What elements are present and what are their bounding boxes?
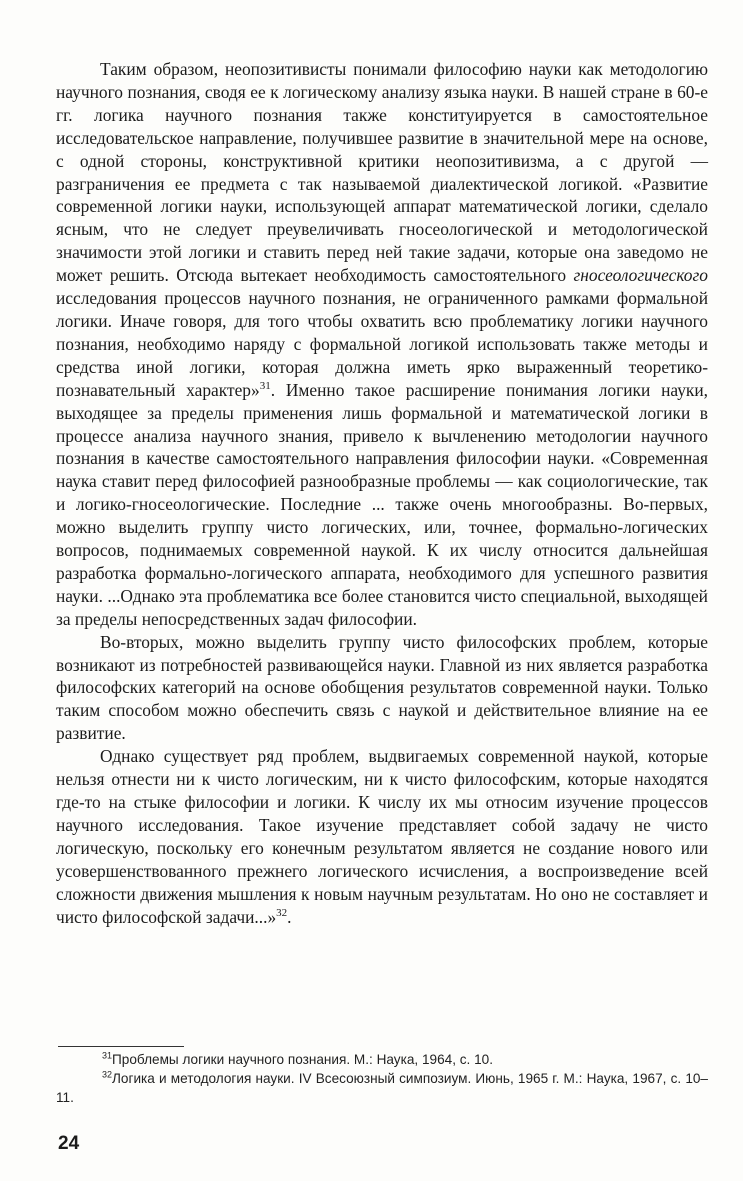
text-run: Во-вторых, можно выделить группу чисто философских проблем, которые возникают из потребностей развивающейся науки. Главной из них является разработка философских категорий на основе обобщения результатов современной науки. Только таким способом можно обеспечить связь с наукой и действительное влияние на ее развитие. — [56, 631, 708, 744]
paragraph — [56, 58, 708, 631]
text-run: . — [287, 906, 292, 927]
italic-term: гносеологического — [573, 265, 708, 286]
footnote — [56, 1069, 708, 1107]
footnote-ref: 31 — [259, 379, 271, 392]
footnotes — [56, 1050, 708, 1107]
text-run: Однако существует ряд проблем, выдвигаемых современной наукой, которые нельзя отнести ни к чисто логическим, ни к чисто философским, которые находятся где-то на стыке философии и логики. К числу их мы относим изучение процессов научного исследования. Такое изучение представляет собой задачу не чисто логическую, поскольку его конечным результатом является не создание нового или усовершенствованного прежнего логического исчисления, а воспроизведение всей сложности движения мышления к новым научным результатам. Но оно не составляет и чисто философской задачи...» — [56, 746, 708, 927]
footnote-text: Логика и методология науки. IV Всесоюзный симпозиум. Июнь, 1965 г. М.: Наука, 1967, с. 10–11. — [56, 1071, 708, 1105]
paragraph — [56, 745, 708, 928]
footnote-ref: 32 — [276, 906, 288, 919]
footnote-marker: 32 — [102, 1069, 113, 1080]
text-run: . Именно такое расширение понимания логики науки, выходящее за пределы применения лишь формальной и математической логики в процессе анализа научного знания, привело к вычленению методологии научного познания в качестве самостоятельного направления философии науки. «Современная наука ставит перед философией разнообразные проблемы — как социологические, так и логико-гносеологические. Последние ... также очень многообразны. Во-первых, можно выделить группу чисто логических, или, точнее, формально-логических вопросов, поднимаемых современной наукой. К их числу относится дальнейшая разработка формально-логического аппарата, необходимого для успешного развития науки. ...Однако эта проблематика все более становится чисто специальной, выходящей за пределы непосредственных задач философии. — [56, 379, 709, 629]
footnote — [56, 1050, 708, 1069]
footnote-marker: 31 — [102, 1050, 113, 1061]
text-run: Таким образом, неопозитивисты понимали философию науки как методологию научного познания, сводя ее к логическому анализу языка науки. В нашей стране в 60-е гг. логика научного познания также конституируется в самостоятельное исследовательское направление, получившее развитие в значительной мере на основе, с одной стороны, конструктивной критики неопозитивизма, а с другой — разграничения ее предмета с так называемой диалектической логикой. «Развитие современной логики науки, использующей аппарат математической логики, сделало ясным, что не следует преувеличивать гносеологической и методологической значимости этой логики и ставить перед ней такие задачи, которые она заведомо не может решить. Отсюда вытекает необходимость самостоятельного — [56, 59, 708, 286]
page-number: 24 — [58, 1133, 80, 1154]
footnote-separator — [58, 1046, 184, 1047]
text-run: исследования процессов научного познания, не ограниченного рамками формальной логики. Иначе говоря, для того чтобы охватить всю проблематику логики научного познания, необходимо наряду с формальной логикой использовать также методы и средства иной логики, которая должна иметь ярко выраженный теоретико-познавательный характер» — [56, 288, 708, 400]
paragraph — [56, 631, 708, 746]
footnote-text: Проблемы логики научного познания. М.: Наука, 1964, с. 10. — [112, 1052, 493, 1067]
main-text — [56, 58, 708, 928]
